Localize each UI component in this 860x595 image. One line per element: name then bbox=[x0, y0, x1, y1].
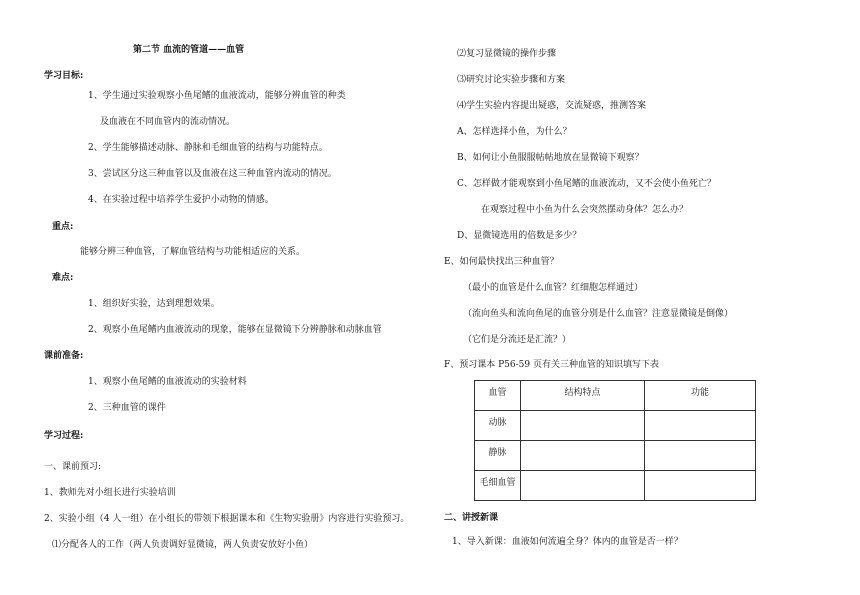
page-title: 第二节 血流的管道——血管 bbox=[133, 45, 245, 55]
difficulty-heading: 难点: bbox=[52, 273, 74, 283]
table-cell-empty[interactable] bbox=[521, 471, 645, 501]
table-row bbox=[475, 411, 756, 441]
table-cell-artery: 动脉 bbox=[475, 411, 521, 441]
difficulty-2: 2、观察小鱼尾鳍内血液流动的现象，能够在显微镜下分辨静脉和动脉血管 bbox=[88, 325, 382, 335]
question-f: F、预习课本 P56-59 页有关三种血管的知识填写下表 bbox=[444, 360, 659, 370]
question-e-hint-3: （它们是分流还是汇流？） bbox=[463, 335, 572, 345]
prep-heading: 课前准备: bbox=[44, 351, 84, 361]
prep-item-1: 1、观察小鱼尾鳍的血液流动的实验材料 bbox=[88, 377, 247, 387]
question-e-hint-2: （流向鱼头和流向鱼尾的血管分别是什么血管？注意显微镜是倒像） bbox=[463, 309, 734, 319]
section-2-heading: 二、讲授新课 bbox=[444, 513, 499, 523]
intro-text: 1、导入新课：血液如何流遍全身？体内的血管是否一样？ bbox=[452, 537, 683, 547]
table-cell-capillary: 毛细血管 bbox=[475, 471, 521, 501]
preview-heading: 一、课前预习: bbox=[44, 462, 102, 472]
key-points-heading: 重点: bbox=[52, 222, 74, 232]
table-header-row bbox=[475, 381, 756, 411]
table-cell-empty[interactable] bbox=[521, 441, 645, 471]
process-heading: 学习过程: bbox=[44, 431, 84, 441]
vessel-table bbox=[474, 380, 756, 501]
step-1: 1、教师先对小组长进行实验培训 bbox=[44, 488, 176, 498]
question-d: D、显微镜选用的倍数是多少？ bbox=[457, 231, 582, 241]
table-cell-empty[interactable] bbox=[521, 411, 645, 441]
difficulty-1: 1、组织好实验，达到理想效果。 bbox=[88, 299, 220, 309]
question-e: E、如何最快找出三种血管？ bbox=[444, 257, 559, 267]
question-c: C、怎样做才能观察到小鱼尾鳍的血液流动，又不会使小鱼死亡？ bbox=[457, 179, 716, 189]
item-review-microscope: ⑵复习显微镜的操作步骤 bbox=[457, 49, 557, 59]
objective-1: 1、学生通过实验观察小鱼尾鳍的血液流动，能够分辨血管的种类 bbox=[88, 91, 346, 101]
objectives-heading: 学习目标: bbox=[44, 71, 84, 81]
item-discuss-plan: ⑶研究讨论实验步骤和方案 bbox=[457, 75, 566, 85]
table-cell-empty[interactable] bbox=[645, 441, 756, 471]
objective-4: 4、在实验过程中培养学生爱护小动物的情感。 bbox=[88, 195, 274, 205]
step-2: 2、实验小组（4 人一组）在小组长的带领下根据课本和《生物实验册》内容进行实验预习。 bbox=[44, 514, 410, 524]
table-cell-vein: 静脉 bbox=[475, 441, 521, 471]
table-row bbox=[475, 471, 756, 501]
question-e-hint-1: （最小的血管是什么血管？红细胞怎样通过） bbox=[463, 283, 644, 293]
question-b: B、如何让小鱼服服帖帖地放在显微镜下观察？ bbox=[457, 153, 644, 163]
question-c-followup: 在观察过程中小鱼为什么会突然摆动身体？怎么办？ bbox=[481, 205, 689, 215]
objective-3: 3、尝试区分这三种血管以及血液在这三种血管内流动的情况。 bbox=[88, 169, 337, 179]
prep-item-2: 2、三种血管的课件 bbox=[88, 403, 166, 413]
table-header-structure: 结构特点 bbox=[521, 381, 645, 411]
table-row bbox=[475, 441, 756, 471]
item-raise-questions: ⑷学生实验内容提出疑惑，交流疑惑，推测答案 bbox=[457, 101, 647, 111]
table-header-vessel: 血管 bbox=[475, 381, 521, 411]
objective-2: 2、学生能够描述动脉、静脉和毛细血管的结构与功能特点。 bbox=[88, 143, 328, 153]
step-2-sub-1: ⑴分配各人的工作（两人负责调好显微镜，两人负责安放好小鱼） bbox=[52, 540, 314, 550]
objective-1-continued: 及血液在不同血管内的流动情况。 bbox=[100, 117, 236, 127]
key-points-text: 能够分辨三种血管，了解血管结构与功能相适应的关系。 bbox=[80, 247, 306, 257]
table-cell-empty[interactable] bbox=[645, 471, 756, 501]
table-header-function: 功能 bbox=[645, 381, 756, 411]
question-a: A、怎样选择小鱼，为什么？ bbox=[457, 127, 572, 137]
table-cell-empty[interactable] bbox=[645, 411, 756, 441]
